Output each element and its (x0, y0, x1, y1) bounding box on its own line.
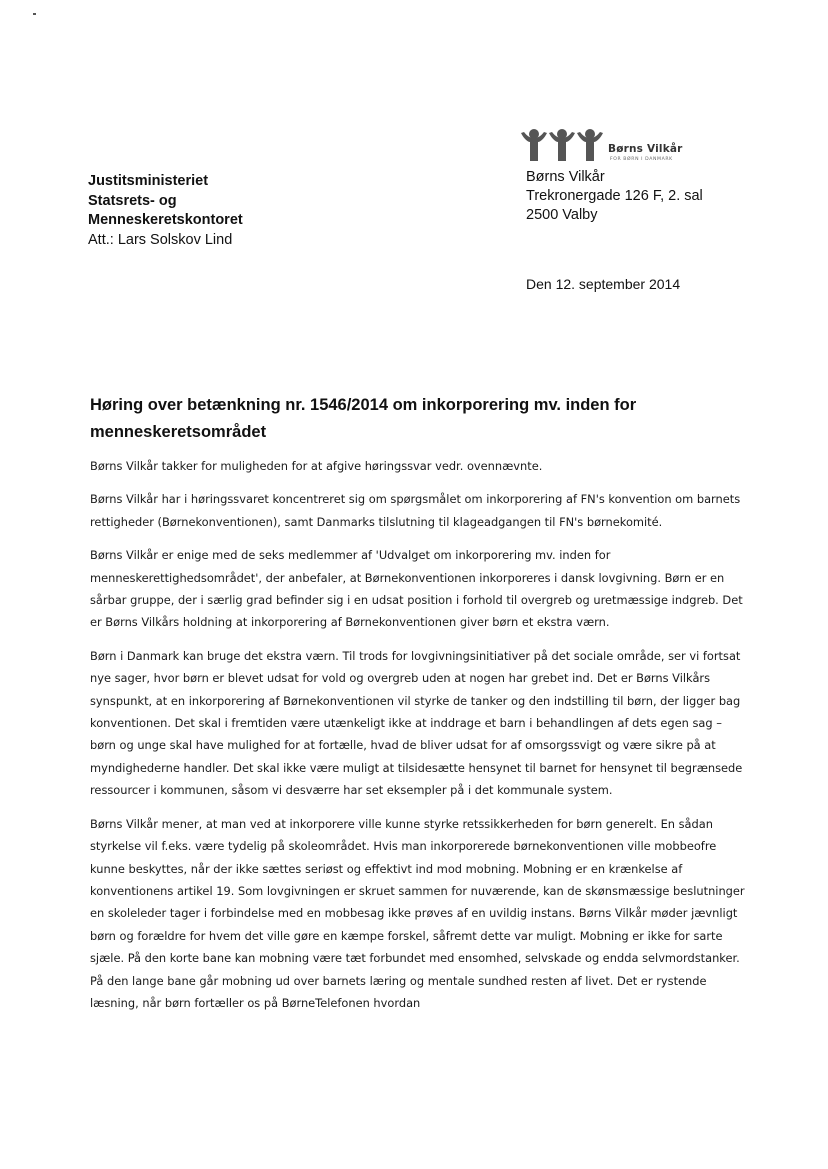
sender-street: Trekronergade 126 F, 2. sal (526, 188, 703, 204)
borns-vilkar-logo (520, 127, 700, 169)
recipient-line-1: Justitsministeriet (88, 173, 209, 189)
letter-body (90, 455, 750, 1025)
paragraph-4: Børn i Danmark kan bruge det ekstra værn. Til trods for lovgivningsinitiativer på det sociale område, ser vi fortsat nye sager, hvor børn er blevet udsat for vold og overgreb uden at nogen har grebet ind. Det er Børns Vilkårs synspunkt, at en inkorporering af Børnekonventionen vil styrke de tanker og den indstilling til børn, der ligger bag konventionen. Det skal i fremtiden være utænkeligt ikke at inddrage et barn i behandlingen af dets egen sag – børn og unge skal have mulighed for at fortælle, hvad de bliver udsat for af omsorgssvigt og være sikre på at myndighederne handler. Det skal ikke være muligt at tilsidesætte hensynet til barnet for hensynet til begrænsede ressourcer i kommunen, såsom vi desværre har set eksempler på i det kommunale system. (90, 648, 743, 798)
recipient-address (88, 172, 243, 250)
paragraph-1: Børns Vilkår takker for muligheden for at afgive høringssvar vedr. ovennævnte. (90, 459, 543, 473)
sender-city: 2500 Valby (526, 207, 598, 223)
sender-name: Børns Vilkår (526, 169, 605, 185)
scan-speck (33, 13, 36, 15)
paragraph-2: Børns Vilkår har i høringssvaret koncentreret sig om spørgsmålet om inkorporering af FN's konvention om barnets rettigheder (Børnekonventionen), samt Danmarks tilslutning til klageadgangen til FN's børnekomité. (90, 492, 741, 529)
letter-title: Høring over betænkning nr. 1546/2014 om inkorporering mv. inden for menneskeretsområdet (90, 396, 637, 441)
children-figures-icon (520, 127, 606, 163)
recipient-line-4: Att.: Lars Solskov Lind (88, 231, 233, 248)
paragraph-5: Børns Vilkår mener, at man ved at inkorporere ville kunne styrke retssikkerheden for børn generelt. En sådan styrkelse vil f.eks. være tydelig på skoleområdet. Hvis man inkorporerede børnekonventionen ville mobbeofre kunne beskyttes, når der ikke sættes seriøst og effektivt ind mod mobning. Mobning er en krænkelse af konventionens artikel 19. Som lovgivningen er skruet sammen for nuværende, kan de skønsmæssige beslutninger en skoleleder tager i forbindelse med en mobbesag ikke prøves af en uvildig instans. Børns Vilkår møder jævnligt børn og forældre for hvem det ville gøre en kæmpe forskel, såfremt dette var muligt. Mobning er ikke for sarte sjæle. På den korte bane kan mobning være tæt forbundet med ensomhed, selvskade og endda selvmordstanker. På den lange bane går mobning ud over barnets læring og mentale sundhed resten af livet. Det er rystende læsning, når børn fortæller os på BørneTelefonen hvordan (90, 816, 745, 1010)
recipient-line-2: Statsrets- og (88, 192, 177, 209)
paragraph-3: Børns Vilkår er enige med de seks medlemmer af 'Udvalget om inkorporering mv. inden for menneskerettighedsområdet', der anbefaler, at Børnekonventionen inkorporeres i dansk lovgivning. Børn er en sårbar gruppe, der i særlig grad befinder sig i en udsat position i forhold til overgreb og uretmæssige indgreb. Det er Børns Vilkårs holdning at inkorporering af Børnekonventionen giver børn et ekstra værn. (90, 548, 743, 630)
recipient-line-3: Menneskeretskontoret (88, 212, 243, 228)
logo-tagline: FOR BØRN I DANMARK (610, 157, 673, 162)
letter-date: Den 12. september 2014 (526, 276, 681, 292)
sender-address (526, 168, 703, 225)
logo-name: Børns Vilkår (608, 143, 683, 155)
